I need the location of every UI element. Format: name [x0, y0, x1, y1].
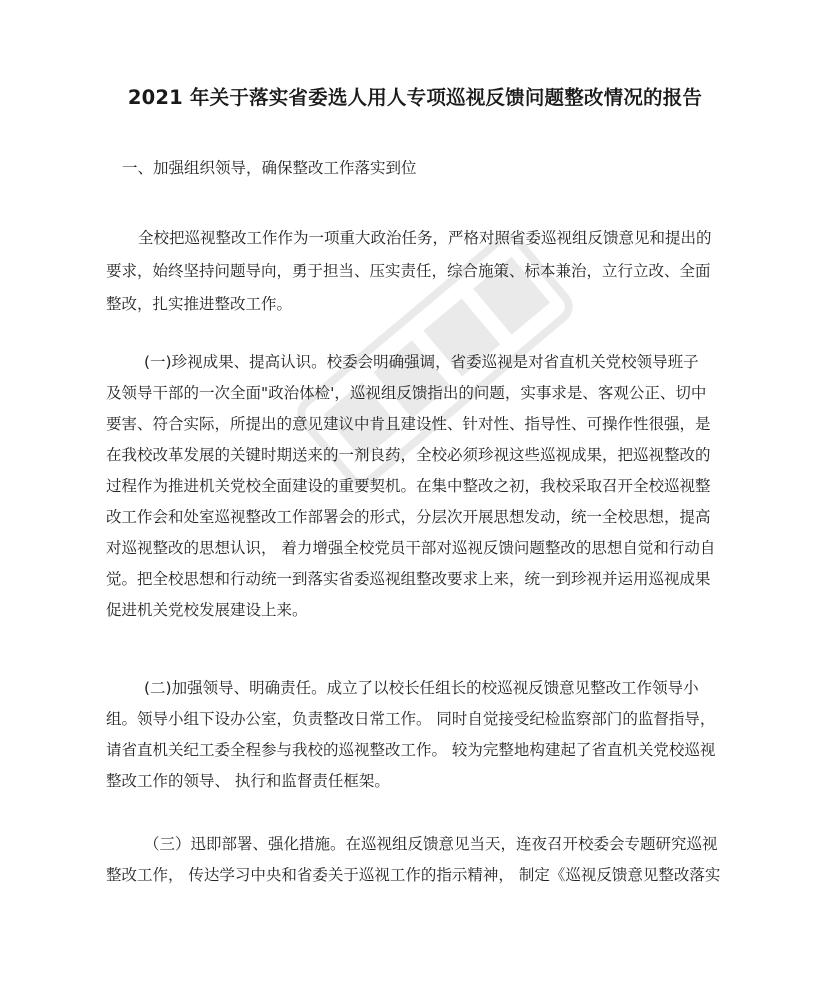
- text-line: 要害、符合实际，所提出的意见建议中肯且建设性、针对性、指导性、可操作性很强，是: [106, 415, 711, 433]
- text-line: 组。领导小组下设办公室，负责整改日常工作。 同时自觉接受纪检监察部门的监督指导，: [106, 710, 716, 728]
- text-line: （三）迅即部署、强化措施。在巡视组反馈意见当天，连夜召开校委会专题研究巡视: [144, 835, 718, 853]
- section-heading: 一、加强组织领导，确保整改工作落实到位: [122, 159, 417, 177]
- text-line: 请省直机关纪工委全程参与我校的巡视整改工作。 较为完整地构建起了省直机关党校巡视: [106, 741, 716, 759]
- document-title: 2021 年关于落实省委选人用人专项巡视反馈问题整改情况的报告: [127, 86, 703, 109]
- text-line: (一)珍视成果、提高认识。校委会明确强调，省委巡视是对省直机关党校领导班子: [144, 353, 699, 371]
- text-line: 改工作会和处室巡视整改工作部署会的形式，分层次开展思想发动，统一全校思想，提高: [106, 508, 711, 526]
- text-line: (二)加强领导、明确责任。成立了以校长任组长的校巡视反馈意见整改工作领导小: [144, 679, 699, 697]
- text-line: 整改工作， 传达学习中央和省委关于巡视工作的指示精神， 制定《巡视反馈意见整改落实: [106, 866, 721, 884]
- text-line: 过程作为推进机关党校全面建设的重要契机。在集中整改之初，我校采取召开全校巡视整: [106, 477, 711, 495]
- text-line: 觉。把全校思想和行动统一到落实省委巡视组整改要求上来，统一到珍视并运用巡视成果: [106, 570, 711, 588]
- text-line: 对巡视整改的思想认识， 着力增强全校党员干部对巡视反馈问题整改的思想自觉和行动自: [106, 539, 716, 557]
- text-line: 整改工作的领导、 执行和监督责任框架。: [106, 772, 390, 790]
- text-line: 整改，扎实推进整改工作。: [106, 295, 293, 313]
- text-line: 在我校改革发展的关键时期送来的一剂良药，全校必须珍视这些巡视成果，把巡视整改的: [106, 446, 711, 464]
- text-line: 及领导干部的一次全面"政治体检'，巡视组反馈指出的问题，实事求是、客观公正、切中: [106, 384, 707, 402]
- text-line: 全校把巡视整改工作作为一项重大政治任务，严格对照省委巡视组反馈意见和提出的: [138, 229, 712, 247]
- text-line: 要求，始终坚持问题导向，勇于担当、压实责任，综合施策、标本兼治，立行立改、全面: [106, 262, 711, 280]
- text-line: 促进机关党校发展建设上来。: [106, 601, 308, 619]
